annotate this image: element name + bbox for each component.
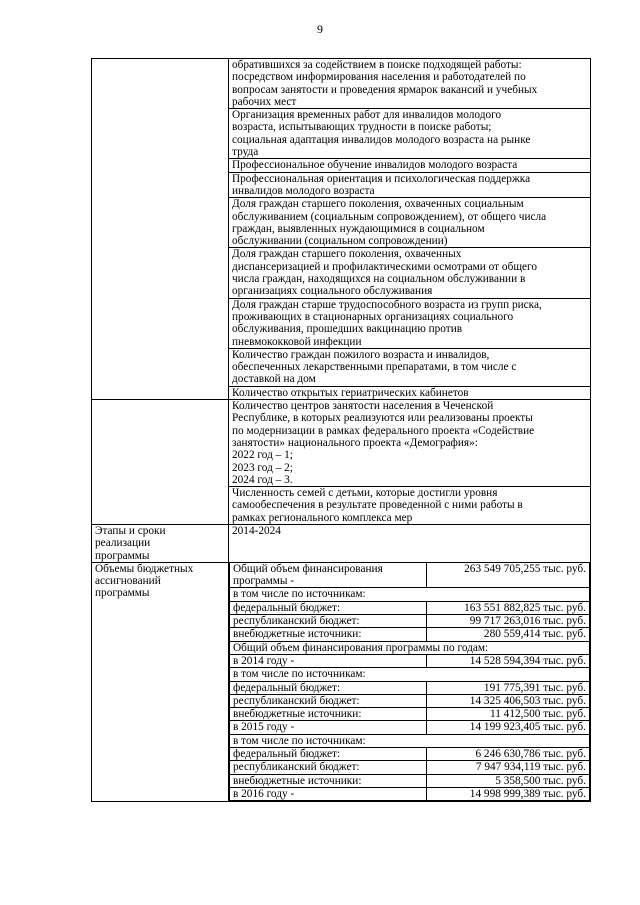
finance-row (230, 787, 590, 800)
finance-label: внебюджетные источники: (230, 628, 427, 641)
finance-value: 14 998 999,389 тыс. руб. (427, 787, 590, 800)
finance-row (230, 708, 590, 721)
indicator-item: Доля граждан старшего поколения, охваченных диспансеризацией и профилактическими осмотрами от общего числа граждан, находящихся на социальном обслуживании в организациях социального обслуживания (229, 247, 590, 297)
finance-value: 99 717 263,016 тыс. руб. (427, 615, 590, 628)
indicator-item: Организация временных работ для инвалидов молодого возраста, испытывающих трудности в поиске работы; социальная адаптация инвалидов молодого возраста на рынке труда (229, 108, 590, 158)
finance-row (230, 721, 590, 734)
finance-value: 7 947 934,119 тыс. руб. (427, 761, 590, 774)
indicator-item: Профессиональная ориентация и психологическая поддержка инвалидов молодого возраста (229, 172, 590, 198)
finance-row (230, 641, 590, 654)
finance-subheading: Общий объем финансирования программы по годам: (230, 641, 590, 654)
row-header (92, 400, 229, 525)
row-header (92, 59, 229, 400)
finance-label: внебюджетные источники: (230, 774, 427, 787)
finance-label: внебюджетные источники: (230, 708, 427, 721)
indicator-item: Профессиональное обучение инвалидов молодого возраста (229, 158, 590, 171)
indicator-item: Количество центров занятости населения в Чеченской Республике, в которых реализуются или реализованы проекты по модернизации в рамках федерального проекта «Содействие занятости» национального проекта «Демография»: 2022 год – 1; 2023 год – 2; 2024 год – 3. (232, 400, 535, 486)
finance-value: 5 358,500 тыс. руб. (427, 774, 590, 787)
finance-row (230, 748, 590, 761)
finance-row (230, 601, 590, 614)
finance-value: 163 551 882,825 тыс. руб. (427, 601, 590, 614)
finance-row (230, 615, 590, 628)
finance-label: федеральный бюджет: (230, 748, 427, 761)
finance-value: 6 246 630,786 тыс. руб. (427, 748, 590, 761)
finance-value: 263 549 705,255 тыс. руб. (427, 563, 590, 588)
finance-row (230, 774, 590, 787)
finance-row (230, 734, 590, 747)
finance-subheading: в том числе по источникам: (230, 734, 590, 747)
finance-row (230, 628, 590, 641)
finance-row (230, 694, 590, 707)
period-value: 2014-2024 (229, 524, 591, 562)
finance-label: республиканский бюджет: (230, 694, 427, 707)
indicator-item: Доля граждан старше трудоспособного возраста из групп риска, проживающих в стационарных организациях социального обслуживания, прошедших вакцинацию против пневмококковой инфекции (229, 298, 590, 348)
indicator-list (229, 400, 591, 525)
finance-label: республиканский бюджет: (230, 761, 427, 774)
finance-label: федеральный бюджет: (230, 601, 427, 614)
row-header: Объемы бюджетных ассигнований программы (92, 562, 229, 801)
finance-value: 280 559,414 тыс. руб. (427, 628, 590, 641)
table-row (92, 400, 591, 525)
row-header: Этапы и сроки реализации программы (92, 524, 229, 562)
finance-row (230, 654, 590, 667)
finance-cell (229, 562, 591, 801)
indicator-item: Количество граждан пожилого возраста и инвалидов, обеспеченных лекарственными препаратами, в том числе с доставкой на дом (229, 348, 590, 386)
finance-value: 14 325 406,503 тыс. руб. (427, 694, 590, 707)
indicator-item: Доля граждан старшего поколения, охваченных социальным обслуживанием (социальным сопровождением), от общего числа граждан, выявленных нуждающимися в социальном обслуживании (социальном сопровождении) (229, 197, 590, 247)
finance-label: в 2016 году - (230, 787, 427, 800)
page-number: 9 (317, 22, 323, 36)
finance-subheading: в том числе по источникам: (230, 668, 590, 681)
finance-label: Общий объем финансирования программы - (230, 563, 427, 588)
finance-row (230, 761, 590, 774)
indicator-list (229, 59, 591, 400)
finance-value: 191 775,391 тыс. руб. (427, 681, 590, 694)
program-passport-table (91, 58, 591, 802)
indicator-item: Количество открытых гериатрических кабинетов (229, 386, 590, 399)
finance-value: 14 528 594,394 тыс. руб. (427, 654, 590, 667)
finance-row (230, 668, 590, 681)
finance-subheading: в том числе по источникам: (230, 588, 590, 601)
finance-row (230, 681, 590, 694)
finance-label: в 2015 году - (230, 721, 427, 734)
finance-table (229, 563, 590, 801)
indicator-item: Численность семей с детьми, которые достигли уровня самообеспечения в результате проведенной с ними работы в рамках регионального комплекса мер (229, 486, 590, 524)
table-row (92, 562, 591, 801)
table-row (92, 524, 591, 562)
indicator-item: обратившихся за содействием в поиске подходящей работы: посредством информирования населения и работодателей по вопросам занятости и проведения ярмарок вакансий и учебных рабочих мест (232, 59, 538, 108)
finance-value: 11 412,500 тыс. руб. (427, 708, 590, 721)
finance-label: федеральный бюджет: (230, 681, 427, 694)
finance-label: в 2014 году - (230, 654, 427, 667)
table-row (92, 59, 591, 400)
finance-row (230, 563, 590, 588)
finance-label: республиканский бюджет: (230, 615, 427, 628)
finance-row (230, 588, 590, 601)
finance-value: 14 199 923,405 тыс. руб. (427, 721, 590, 734)
